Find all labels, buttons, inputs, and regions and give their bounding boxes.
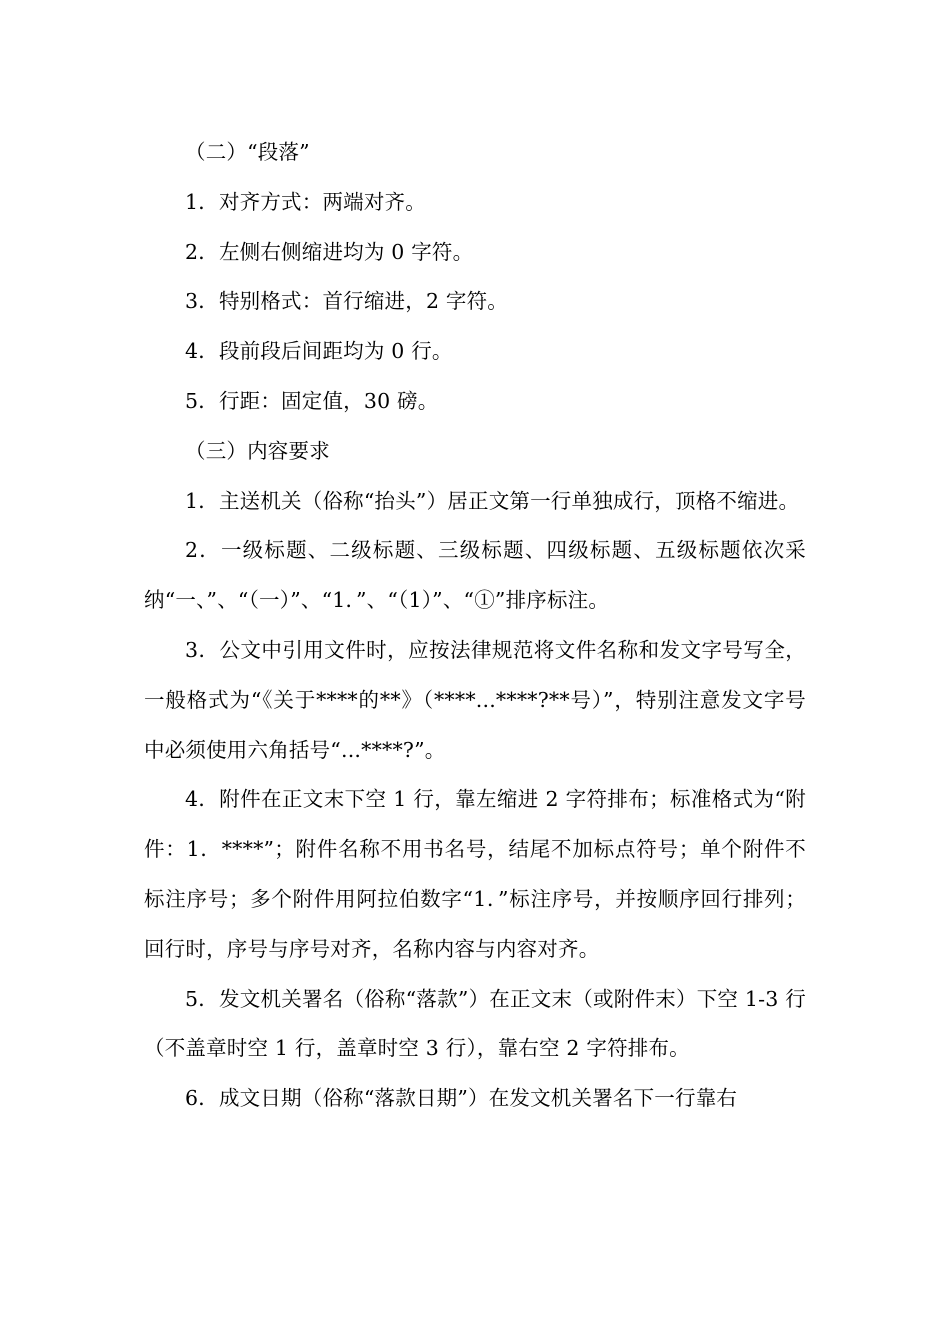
- list-item-special-format: 3．特别格式：首行缩进，2 字符。: [185, 289, 509, 314]
- list-item-attachment: 4．附件在正文末下空 1 行，靠左缩进 2 字符排布；标准格式为“附件：1．****”；附件名称不用书名号，结尾不加标点符号；单个附件不标注序号；多个附件用阿拉伯数字“1．”标注序号，并按顺序回行排列；回行时，序号与序号对齐，名称内容与内容对齐。: [144, 787, 806, 961]
- list-item-date: 6．成文日期（俗称“落款日期”）在发文机关署名下一行靠右: [185, 1086, 738, 1111]
- section-heading-content: （三）内容要求: [185, 438, 330, 463]
- list-item-signature: 5．发文机关署名（俗称“落款”）在正文末（或附件末）下空 1-3 行（不盖章时空 1 行，盖章时空 3 行），靠右空 2 字符排布。: [144, 986, 806, 1061]
- document-body: [144, 128, 806, 1124]
- list-item-heading-levels: 2．一级标题、二级标题、三级标题、四级标题、五级标题依次采纳“一、”、“（一）”、“1．”、“（1）”、“①”排序标注。: [144, 538, 806, 613]
- list-item-alignment: 1．对齐方式：两端对齐。: [185, 189, 426, 214]
- list-item-spacing: 4．段前段后间距均为 0 行。: [185, 339, 453, 364]
- list-item-indent: 2．左侧右侧缩进均为 0 字符。: [185, 239, 474, 264]
- list-item-citation: 3．公文中引用文件时，应按法律规范将文件名称和发文字号写全，一般格式为“《关于****的**》（****...****?**号）”，特别注意发文字号中必须使用六角括号“...****?”。: [144, 637, 806, 762]
- section-heading-paragraph: （二）“段落”: [185, 140, 310, 164]
- list-item-recipient: 1．主送机关（俗称“抬头”）居正文第一行单独成行，顶格不缩进。: [185, 488, 800, 513]
- list-item-line-spacing: 5．行距：固定值，30 磅。: [185, 388, 439, 413]
